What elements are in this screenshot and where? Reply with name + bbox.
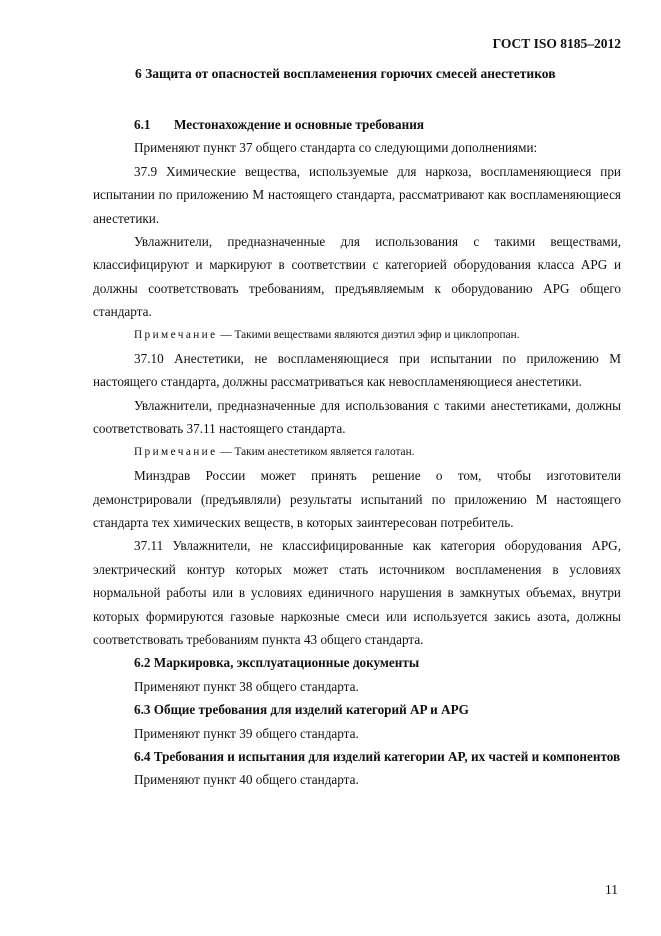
note-label: Примечание <box>134 445 218 458</box>
paragraph-37-11: 37.11 Увлажнители, не классифицированные как категория оборудования APG, электрический контур которых может стать источником воспламенения в условиях нормальной работы или в условиях единичного нарушения в замкнутых объемах, внутри которых формируются газовые наркозные смеси или используется закись азота, должны соответствовать требованиям пункта 43 общего стандарта. <box>93 538 621 647</box>
paragraph: Увлажнители, предназначенные для использования с такими анестетиками, должны соответствовать 37.11 настоящего стандарта. <box>93 397 621 437</box>
section-title: 6 Защита от опасностей воспламенения горючих смесей анестетиков <box>135 66 556 81</box>
section-heading-6-3: 6.3 Общие требования для изделий категорий AP и APG <box>134 702 469 718</box>
document-code-header: ГОСТ ISO 8185–2012 <box>492 36 621 51</box>
subsection-number: 6.1 <box>134 117 151 132</box>
document-body <box>93 113 621 792</box>
section-text: Применяют пункт 39 общего стандарта. <box>134 725 359 741</box>
note-label: Примечание <box>134 328 218 341</box>
section-heading-6-4: 6.4 Требования и испытания для изделий категории AP, их частей и компонентов <box>134 748 621 764</box>
note-text: — Такими веществами являются диэтил эфир и циклопропан. <box>220 328 520 341</box>
paragraph: Увлажнители, предназначенные для использования с такими веществами, классифицируют и маркируют в соответствии с категорией оборудования класса APG и должны соответствовать требованиям, предъявляемым к оборудованию APG общего стандарта. <box>93 234 621 320</box>
note <box>93 441 621 464</box>
paragraph: Минздрав России может принять решение о том, чтобы изготовители демонстрировали (предъявляли) результаты испытаний по приложению М настоящего стандарта тех химических веществ, в которых заинтересован потребитель. <box>93 468 621 530</box>
section-heading-6-2: 6.2 Маркировка, эксплуатационные документы <box>134 655 420 671</box>
section-text: Применяют пункт 40 общего стандарта. <box>134 772 359 788</box>
note-text: — Таким анестетиком является галотан. <box>220 445 415 458</box>
subsection-heading-6-1 <box>93 113 621 136</box>
note <box>93 324 621 347</box>
paragraph-37-10: 37.10 Анестетики, не воспламеняющиеся при испытании по приложению М настоящего стандарта, должны рассматриваться как невоспламеняющиеся анестетики. <box>93 351 621 390</box>
page-number: 11 <box>605 882 618 897</box>
paragraph: Применяют пункт 37 общего стандарта со следующими дополнениями: <box>134 140 538 156</box>
section-text: Применяют пункт 38 общего стандарта. <box>134 678 359 694</box>
subsection-title: Местонахождение и основные требования <box>174 117 424 132</box>
paragraph-37-9: 37.9 Химические вещества, используемые для наркоза, воспламеняющиеся при испытании по приложению М настоящего стандарта, рассматривают как воспламеняющиеся анестетики. <box>93 163 621 226</box>
